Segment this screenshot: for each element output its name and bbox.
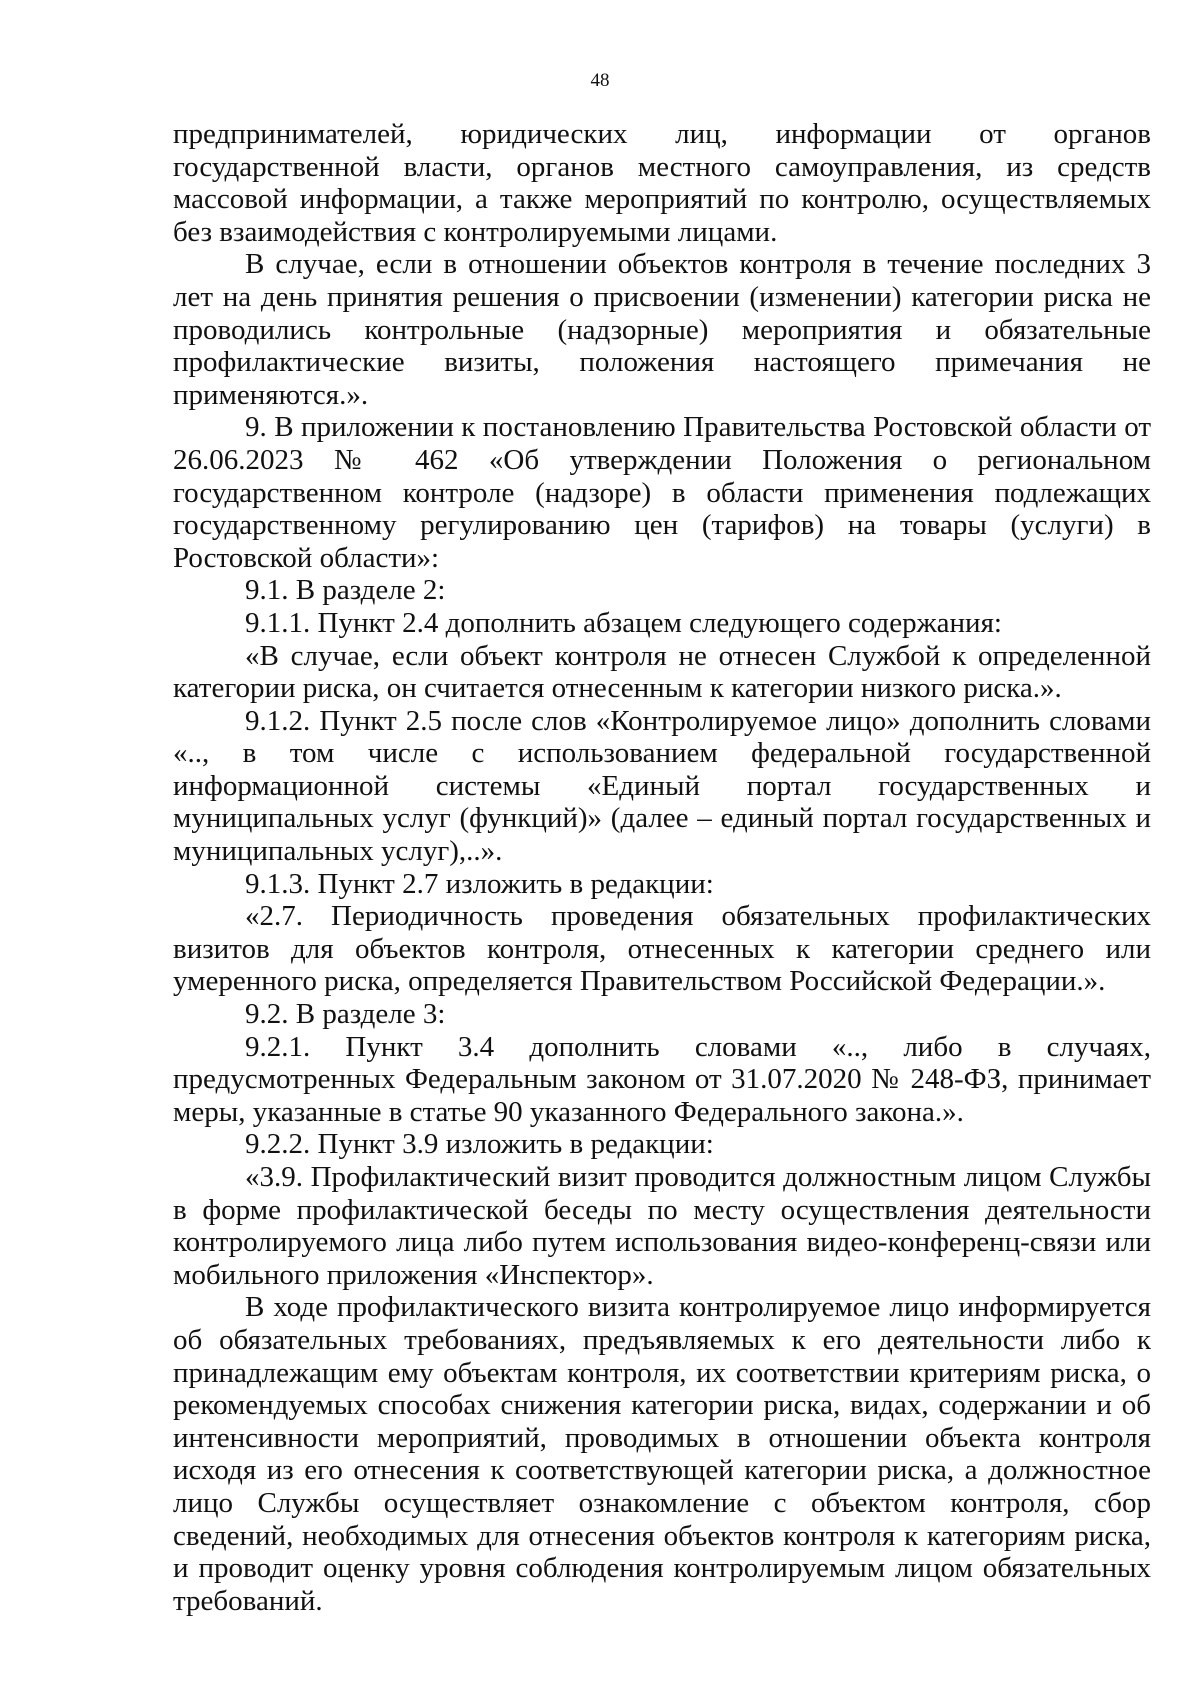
paragraph-item-9-1-2: 9.1.2. Пункт 2.5 после слов «Контролируемое лицо» дополнить словами «.., в том числе с использованием федеральной государственной информационной системы «Единый портал государственных и муниципальных услуг (функций)» (далее – единый портал государственных и муниципальных услуг),..». (173, 704, 1151, 868)
paragraph-item-9-2-2: 9.2.2. Пункт 3.9 изложить в редакции: (245, 1128, 714, 1161)
paragraph-quote-2-7: «2.7. Периодичность проведения обязательных профилактических визитов для объектов контроля, отнесенных к категории среднего или умеренного риска, определяется Правительством Российской Федерации.». (173, 900, 1151, 998)
page-number: 48 (590, 70, 610, 91)
paragraph-visit-description: В ходе профилактического визита контролируемое лицо информируется об обязательных требованиях, предъявляемых к его деятельности либо к принадлежащим ему объектам контроля, их соответствии критериям риска, о рекомендуемых способах снижения категории риска, видах, содержании и об интенсивности мероприятий, проводимых в отношении объекта контроля исходя из его отнесения к соответствующей категории риска, а должностное лицо Службы осуществляет ознакомление с объектом контроля, сбор сведений, необходимых для отнесения объектов контроля к категориям риска, и проводит оценку уровня соблюдения контролируемым лицом обязательных требований. (173, 1291, 1151, 1617)
paragraph-item-9-2-1: 9.2.1. Пункт 3.4 дополнить словами «.., либо в случаях, предусмотренных Федеральным законом от 31.07.2020 № 248-ФЗ, принимает меры, указанные в статье 90 указанного Федерального закона.». (173, 1030, 1151, 1128)
paragraph-item-9-2: 9.2. В разделе 3: (245, 998, 446, 1031)
paragraph-quote-3-9: «3.9. Профилактический визит проводится должностным лицом Службы в форме профилактической беседы по месту осуществления деятельности контролируемого лица либо путем использования видео-конференц-связи или мобильного приложения «Инспектор». (173, 1161, 1151, 1291)
document-body (173, 118, 1151, 1617)
paragraph-item-9: 9. В приложении к постановлению Правительства Ростовской области от 26.06.2023 № 462 «Об утверждении Положения о региональном государственном контроле (надзоре) в области применения подлежащих государственному регулированию цен (тарифов) на товары (услуги) в Ростовской области»: (173, 411, 1151, 574)
paragraph-item-9-1-1: 9.1.1. Пункт 2.4 дополнить абзацем следующего содержания: (245, 606, 1002, 639)
paragraph-item-9-1-3: 9.1.3. Пункт 2.7 изложить в редакции: (245, 867, 714, 900)
paragraph-quote-2-4: «В случае, если объект контроля не отнесен Службой к определенной категории риска, он считается отнесенным к категории низкого риска.». (173, 639, 1151, 705)
paragraph-item-9-1: 9.1. В разделе 2: (245, 574, 446, 607)
paragraph-continuation: предпринимателей, юридических лиц, информации от органов государственной власти, органов местного самоуправления, из средств массовой информации, а также мероприятий по контролю, осуществляемых без взаимодействия с контролируемыми лицами. (173, 118, 1151, 248)
paragraph-note-exception: В случае, если в отношении объектов контроля в течение последних 3 лет на день принятия решения о присвоении (изменении) категории риска не проводились контрольные (надзорные) мероприятия и обязательные профилактические визиты, положения настоящего примечания не применяются.». (173, 248, 1151, 411)
